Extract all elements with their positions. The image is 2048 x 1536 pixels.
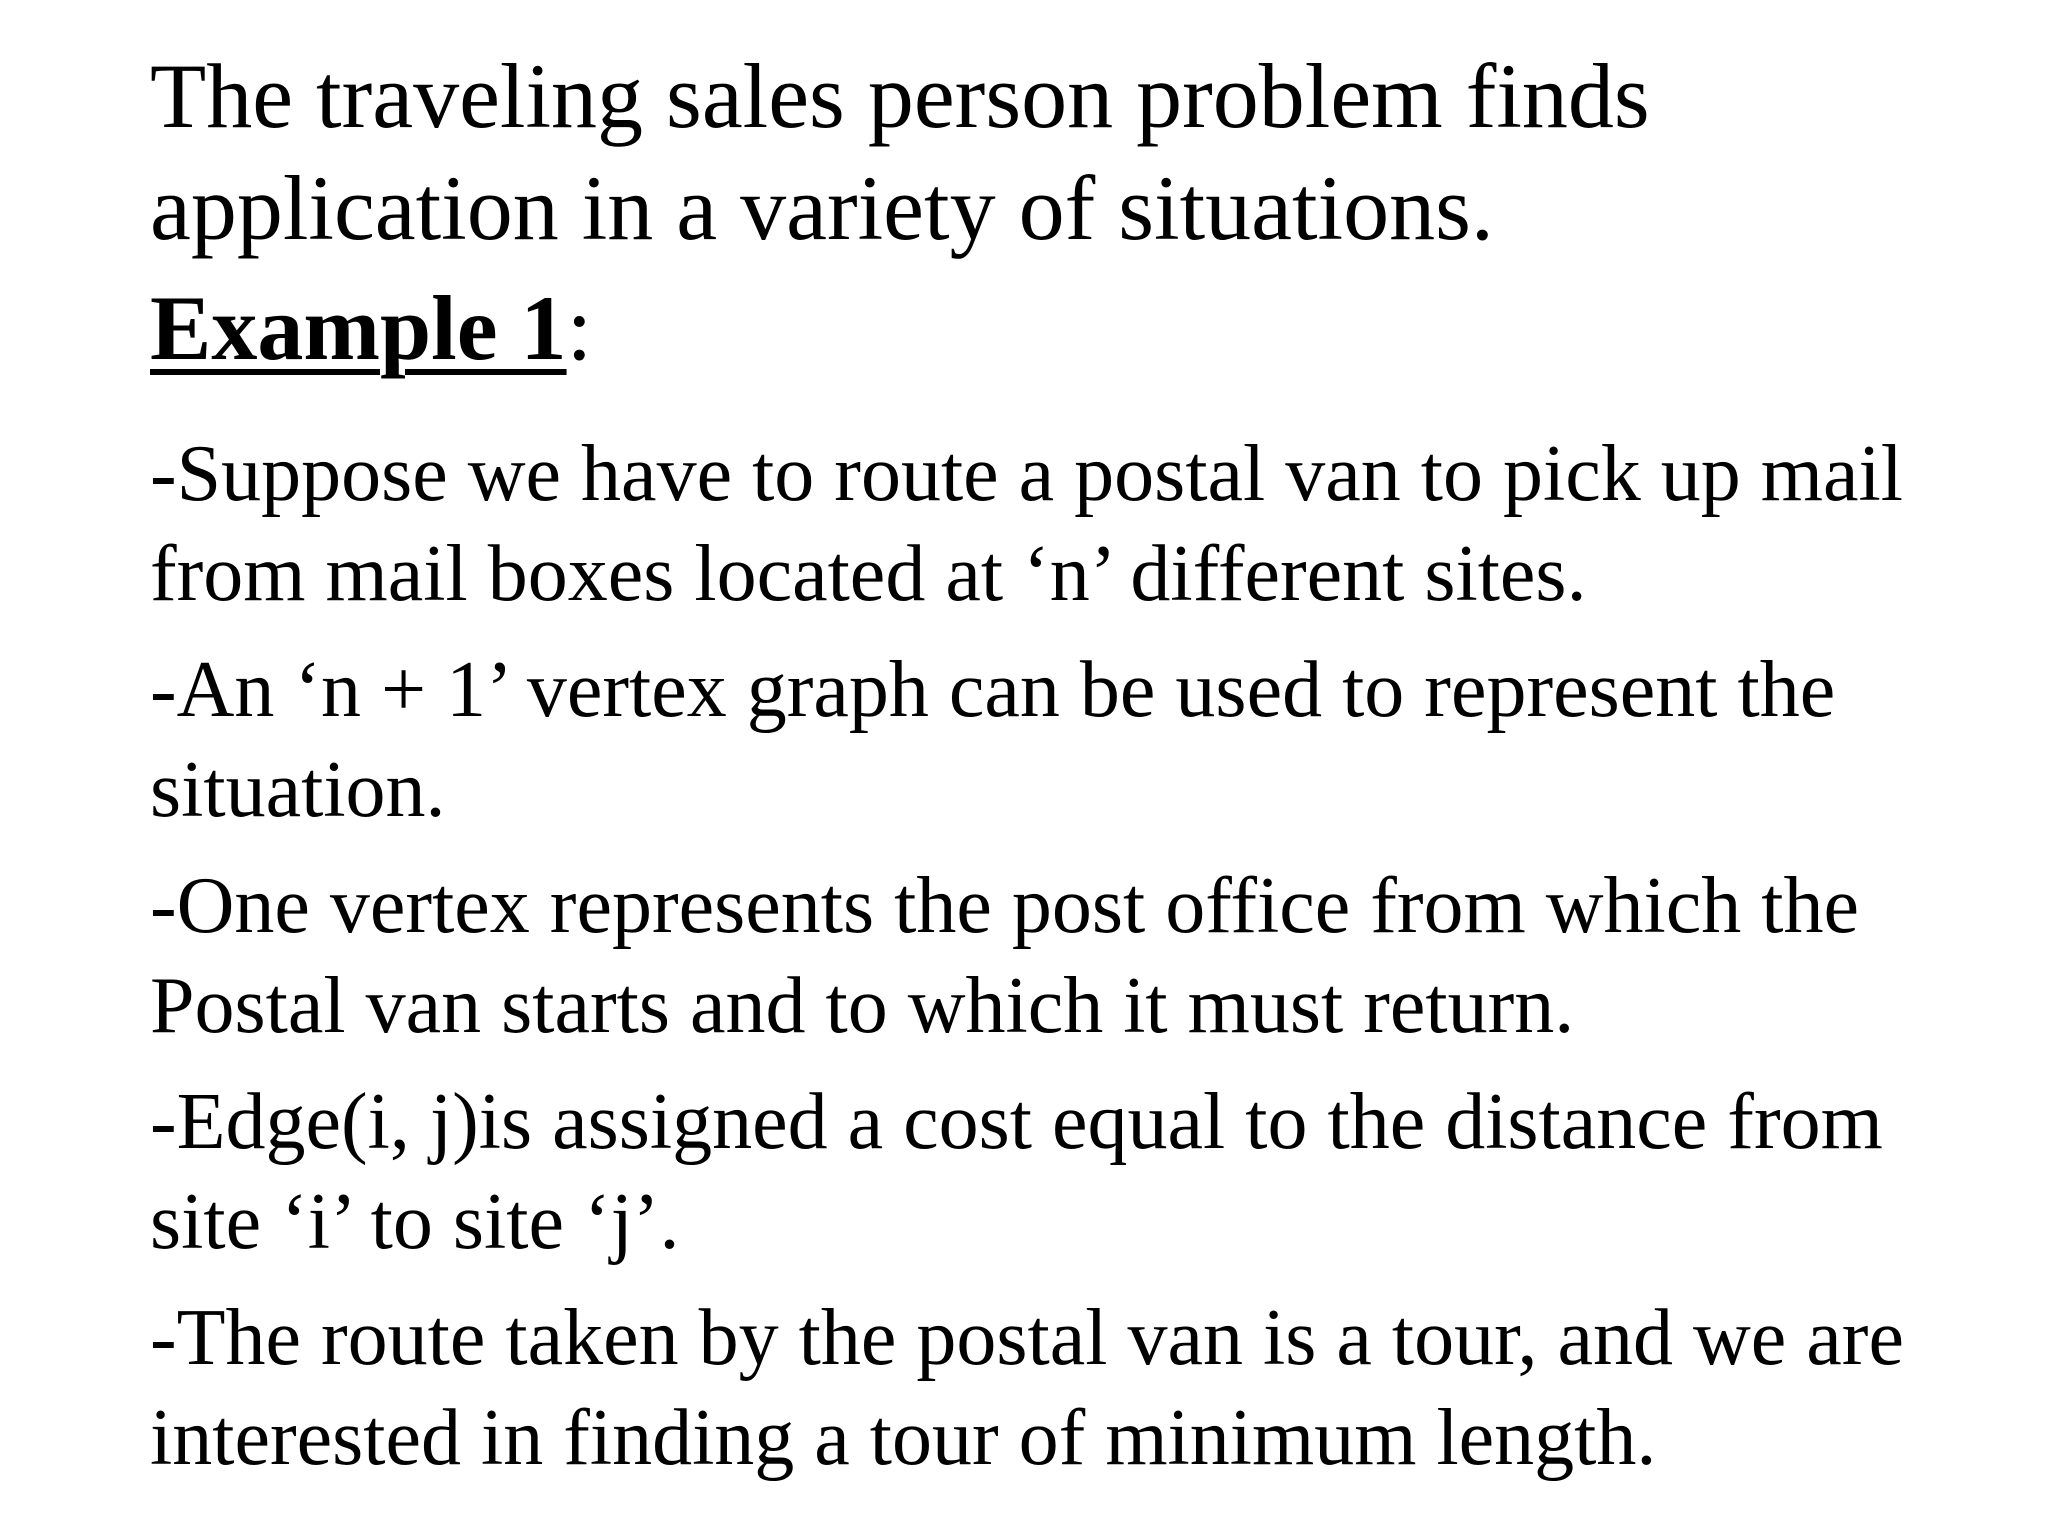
intro-line-2: application in a variety of situations. (150, 157, 1494, 259)
example-points-list (150, 424, 2010, 1488)
point-minimum-tour (150, 1288, 2010, 1488)
point-route-postal-van (150, 424, 2010, 624)
point-line: -One vertex represents the post office from which the (150, 862, 1860, 950)
example-colon: : (566, 277, 593, 379)
point-line: -Edge(i, j)is assigned a cost equal to the distance from (150, 1078, 1883, 1166)
slide-content (150, 40, 2010, 1504)
example-label: Example 1 (150, 277, 567, 379)
point-line: site ‘i’ to site ‘j’. (150, 1178, 680, 1266)
point-line: Postal van starts and to which it must return. (150, 962, 1575, 1050)
example-heading (150, 272, 2010, 384)
point-line: -The route taken by the postal van is a tour, and we are (150, 1294, 1904, 1382)
point-edge-cost (150, 1072, 2010, 1272)
intro-line-1: The traveling sales person problem finds (150, 45, 1650, 147)
point-line: situation. (150, 746, 446, 834)
point-vertex-graph (150, 640, 2010, 840)
point-line: -An ‘n + 1’ vertex graph can be used to represent the (150, 646, 1836, 734)
intro-paragraph (150, 40, 2010, 264)
point-line: from mail boxes located at ‘n’ different sites. (150, 530, 1587, 618)
point-post-office-vertex (150, 856, 2010, 1056)
point-line: interested in finding a tour of minimum length. (150, 1394, 1657, 1482)
point-line: -Suppose we have to route a postal van to pick up mail (150, 430, 1903, 518)
